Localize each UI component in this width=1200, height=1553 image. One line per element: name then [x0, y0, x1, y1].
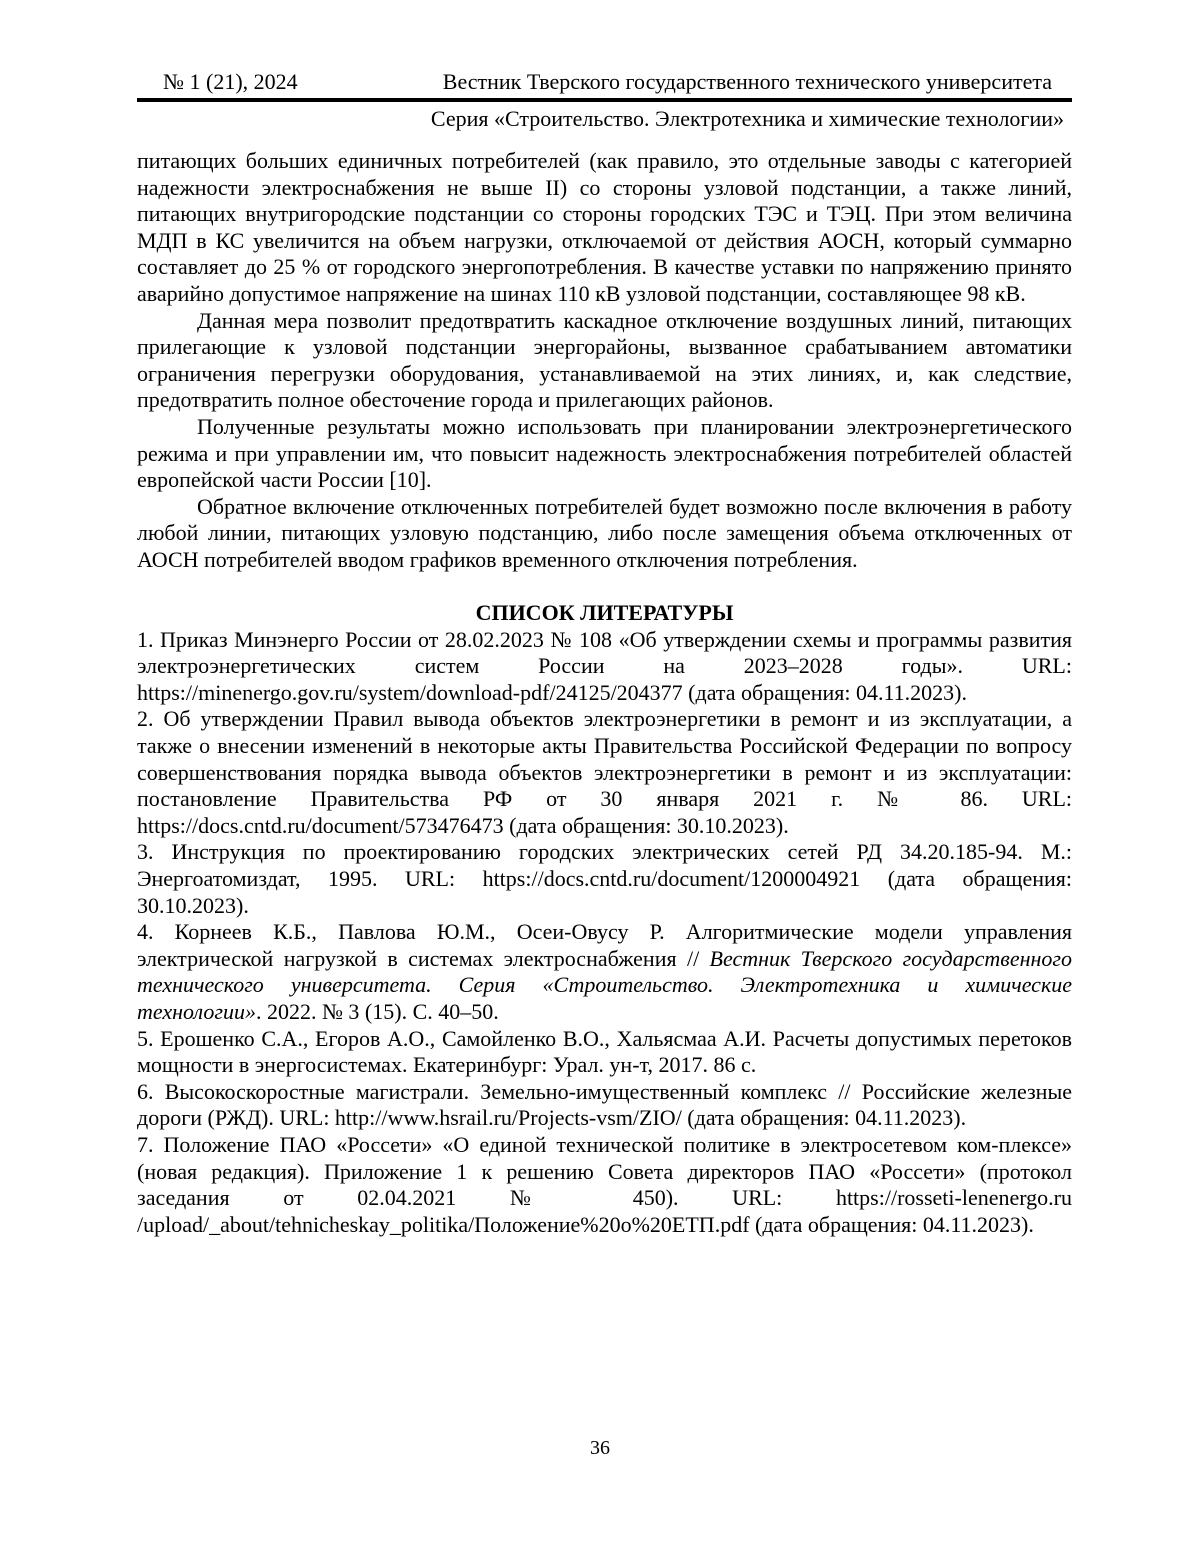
reference-text-segment: 4. Корнеев К.Б., Павлова Ю.М., Осеи-Овусу Р. Алгоритмические модели управления электрической нагрузкой в системах электроснабжения // [137, 919, 1072, 971]
header-top-row [137, 69, 1072, 98]
reference-item-6 [137, 1079, 1072, 1132]
header-rule [137, 98, 1072, 102]
reference-text-segment: 1. Приказ Минэнерго России от 28.02.2023 № 108 «Об утверждении схемы и программы развития электроэнергетических систем России на 2023–2028 годы». URL: https://minenergo.gov.ru/system/download-pdf/24125/204377 (дата обращения: 04.11.2023). [137, 626, 1072, 705]
reference-text-segment: 2. Об утверждении Правил вывода объектов электроэнергетики в ремонт и из эксплуатации, а также о внесении изменений в некоторые акты Правительства Российской Федерации по вопросу совершенствования порядка вывода объектов электроэнергетики в ремонт и из эксплуатации: постановление Правительства РФ от 30 января 2021 г. № 86. URL: https://docs.cntd.ru/document/573476473 (дата обращения: 30.10.2023). [137, 706, 1072, 838]
reference-text-segment: 5. Ерошенко С.А., Егоров А.О., Самойленко В.О., Хальясмаа А.И. Расчеты допустимых перетоков мощности в энергосистемах. Екатеринбург: Урал. ун-т, 2017. 86 с. [137, 1025, 1072, 1078]
issue-number: № 1 (21), 2024 [163, 69, 298, 94]
reference-item-7 [137, 1132, 1072, 1238]
body-paragraph-2: Данная мера позволит предотвратить каскадное отключение воздушных линий, питающих прилегающие к узловой подстанции энергорайоны, вызванное срабатыванием автоматики ограничения перегрузки оборудования, устанавливаемой на этих линиях, и, как следствие, предотвратить полное обесточение города и прилегающих районов. [137, 307, 1072, 413]
body-paragraph-3: Полученные результаты можно использовать при планировании электроэнергетического режима и при управлении им, что повысит надежность электроснабжения потребителей областей европейской части России [10]. [137, 413, 1072, 493]
body-paragraph-4: Обратное включение отключенных потребителей будет возможно после включения в работу любой линии, питающих узловую подстанцию, либо после замещения объема отключенных от АОСН потребителей вводом графиков временного отключения потребления. [137, 493, 1072, 572]
reference-item-1 [137, 627, 1072, 707]
reference-item-3 [137, 839, 1072, 919]
body-paragraph-1: питающих больших единичных потребителей (как правило, это отдельные заводы с категорией надежности электроснабжения не выше II) со стороны узловой подстанции, а также линий, питающих внутригородские подстанции со стороны городских ТЭС и ТЭЦ. При этом величина МДП в КС увеличится на объем нагрузки, отключаемой от действия АОСН, который суммарно составляет до 25 % от городского энергопотребления. В качестве уставки по напряжению принято аварийно допустимое напряжение на шинах 110 кВ узловой подстанции, составляющее 98 кВ. [137, 148, 1072, 306]
reference-text-segment: 6. Высокоскоростные магистрали. Земельно-имущественный комплекс // Российские железные дороги (РЖД). URL: http://www.hsrail.ru/Projects-vsm/ZIO/ (дата обращения: 04.11.2023). [137, 1078, 1072, 1131]
reference-text-segment: 3. Инструкция по проектированию городских электрических сетей РД 34.20.185-94. М.: Энергоатомиздат, 1995. URL: https://docs.cntd.ru/document/1200004921 (дата обращения: 30.10.2023). [137, 839, 1072, 918]
reference-item-2 [137, 706, 1072, 839]
reference-item-5 [137, 1026, 1072, 1079]
journal-series: Серия «Строительство. Электротехника и химические технологии» [430, 106, 1064, 131]
journal-title: Вестник Тверского государственного технического университета [442, 69, 1052, 94]
reference-text-segment: . 2022. № 3 (15). С. 40–50. [255, 999, 499, 1024]
page-number: 36 [590, 1437, 610, 1459]
reference-text-segment: 7. Положение ПАО «Россети» «О единой технической политике в электросетевом ком-плексе» (новая редакция). Приложение 1 к решению Совета директоров ПАО «Россети» (протокол заседания от 02.04.2021 № 450). URL: https://rosseti-lenenergo.ru /upload/_about/tehnicheskay_politika/Положение%20о%20ЕТП.pdf (дата обращения: 04.11.2023). [137, 1131, 1072, 1237]
reference-journal-title-italic: Вестник Тверского государственного технического университета. Серия «Строительство. Электротехника и химические технологии» [137, 945, 1072, 1024]
reference-item-4 [137, 919, 1072, 1025]
journal-header [137, 69, 1072, 132]
references-heading: СПИСОК ЛИТЕРАТУРЫ [475, 600, 734, 626]
article-body [137, 148, 1072, 1238]
